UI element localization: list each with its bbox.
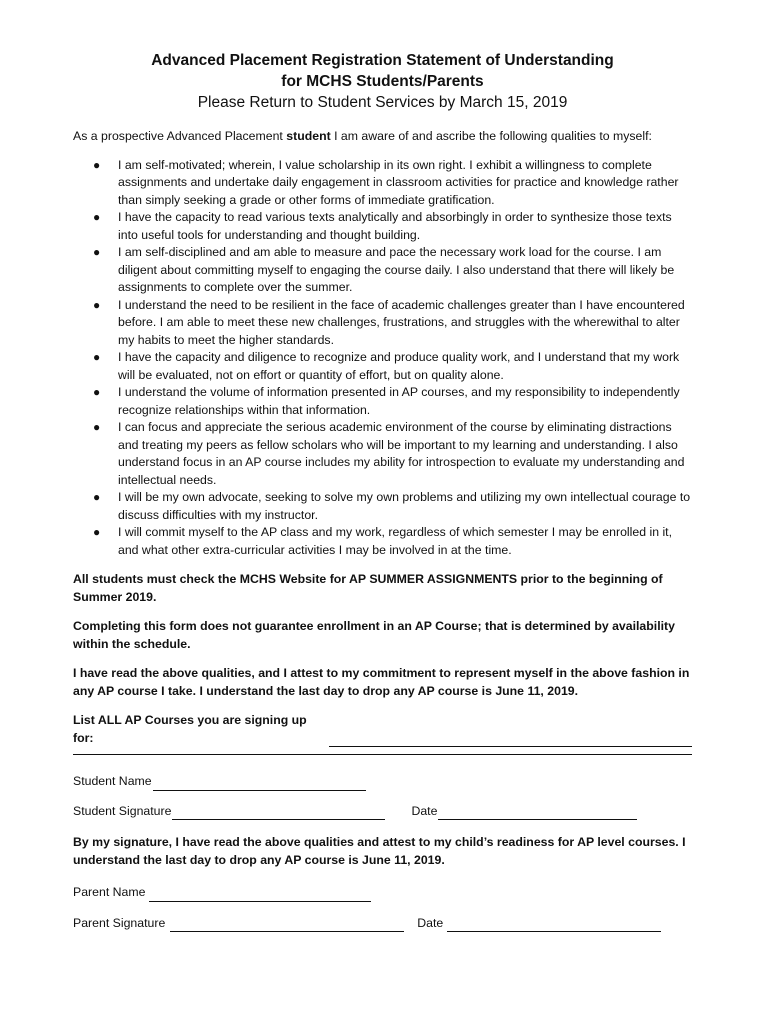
parent-attestation-statement: By my signature, I have read the above qualities and attest to my child’s readiness for AP level courses. I understand the last day to drop any AP course is June 11, 2019.	[73, 835, 686, 867]
parent-name-row	[73, 884, 692, 902]
list-item	[73, 419, 692, 489]
parent-date-label: Date	[417, 915, 444, 930]
student-name-label: Student Name	[73, 774, 152, 788]
parent-signature-input-line[interactable]	[170, 919, 404, 932]
parent-signature-row	[73, 915, 692, 933]
quality-text: I have the capacity and diligence to recognize and produce quality work, and I understand that my work will be evaluated, not on effort or quantity of effort, but on quality alone.	[118, 350, 680, 382]
list-item	[73, 489, 692, 524]
intro-paragraph	[73, 128, 692, 146]
list-item	[73, 297, 692, 350]
parent-name-label: Parent Name	[73, 885, 146, 899]
list-item	[73, 524, 692, 559]
student-signature-input-line[interactable]	[172, 807, 385, 820]
bullet-icon: ●	[93, 350, 101, 364]
bullet-icon: ●	[93, 525, 101, 539]
student-name-input-line[interactable]	[153, 778, 366, 791]
list-item	[73, 209, 692, 244]
student-date-label: Date	[411, 803, 438, 818]
form-title-line1: Advanced Placement Registration Statement of Understanding	[151, 52, 614, 69]
list-item	[73, 349, 692, 384]
bullet-icon: ●	[93, 490, 101, 504]
enrollment-notice: Completing this form does not guarantee enrollment in an AP Course; that is determined by availability within the schedule.	[73, 619, 675, 651]
list-item	[73, 244, 692, 297]
list-item	[73, 384, 692, 419]
ap-courses-input-line[interactable]	[329, 734, 692, 747]
quality-text: I have the capacity to read various texts analytically and absorbingly in order to synthesize those texts into useful tools for understanding and thought building.	[118, 210, 672, 242]
intro-text-before: As a prospective Advanced Placement	[73, 129, 287, 143]
intro-text-after: I am aware of and ascribe the following qualities to myself:	[330, 129, 652, 143]
attestation-statement: I have read the above qualities, and I attest to my commitment to represent myself in the above fashion in any AP course I take. I understand the last day to drop any AP course is June 11, 2019.	[73, 666, 690, 698]
student-signature-label: Student Signature	[73, 803, 172, 818]
quality-text: I can focus and appreciate the serious academic environment of the course by eliminating distractions and treating my peers as fellow scholars who will be important to my learning and understanding. I also understand focus in an AP course includes my ability for introspection to evaluate my understanding and intellectual needs.	[118, 420, 685, 487]
bullet-icon: ●	[93, 385, 101, 399]
quality-text: I understand the need to be resilient in the face of academic challenges greater than I have encountered before. I am able to meet these new challenges, frustrations, and struggles with the wherewithal to alter my habits to meet the higher standards.	[118, 297, 685, 347]
form-title-line2: for MCHS Students/Parents	[281, 73, 484, 90]
bullet-icon: ●	[93, 245, 101, 259]
ap-courses-label: List ALL AP Courses you are signing up for:	[73, 713, 307, 745]
qualities-list	[73, 157, 692, 560]
return-deadline: Please Return to Student Services by March 15, 2019	[197, 94, 568, 111]
quality-text: I will commit myself to the AP class and my work, regardless of which semester I may be enrolled in it, and what other extra-curricular activities I may be involved in at the time.	[118, 525, 673, 557]
intro-text-bold: student	[286, 129, 331, 143]
student-date-input-line[interactable]	[438, 807, 637, 820]
student-signature-row	[73, 803, 692, 821]
bullet-icon: ●	[93, 157, 101, 172]
bullet-icon: ●	[93, 297, 101, 312]
list-item	[73, 157, 692, 210]
quality-text: I understand the volume of information presented in AP courses, and my responsibility to independently recognize relationships within that information.	[118, 385, 680, 417]
ap-courses-row	[73, 712, 692, 747]
parent-signature-label: Parent Signature	[73, 915, 166, 930]
quality-text: I will be my own advocate, seeking to solve my own problems and utilizing my own intellectual courage to discuss difficulties with my instructor.	[118, 490, 691, 522]
summer-assignments-notice: All students must check the MCHS Website for AP SUMMER ASSIGNMENTS prior to the beginning of Summer 2019.	[73, 572, 663, 604]
quality-text: I am self-disciplined and am able to measure and pace the necessary work load for the course. I am diligent about committing myself to engaging the course daily. I also understand that there will likely be assignments to complete over the summer.	[118, 245, 675, 294]
quality-text: I am self-motivated; wherein, I value scholarship in its own right. I exhibit a willingness to complete assignments and undertake daily engagement in classroom activities for practice and knowledge rather than simply seeking a grade or other forms of immediate gratification.	[118, 157, 679, 207]
student-name-row	[73, 773, 692, 791]
parent-date-input-line[interactable]	[447, 919, 661, 932]
parent-name-input-line[interactable]	[149, 889, 371, 902]
bullet-icon: ●	[93, 420, 101, 434]
bullet-icon: ●	[93, 210, 101, 224]
